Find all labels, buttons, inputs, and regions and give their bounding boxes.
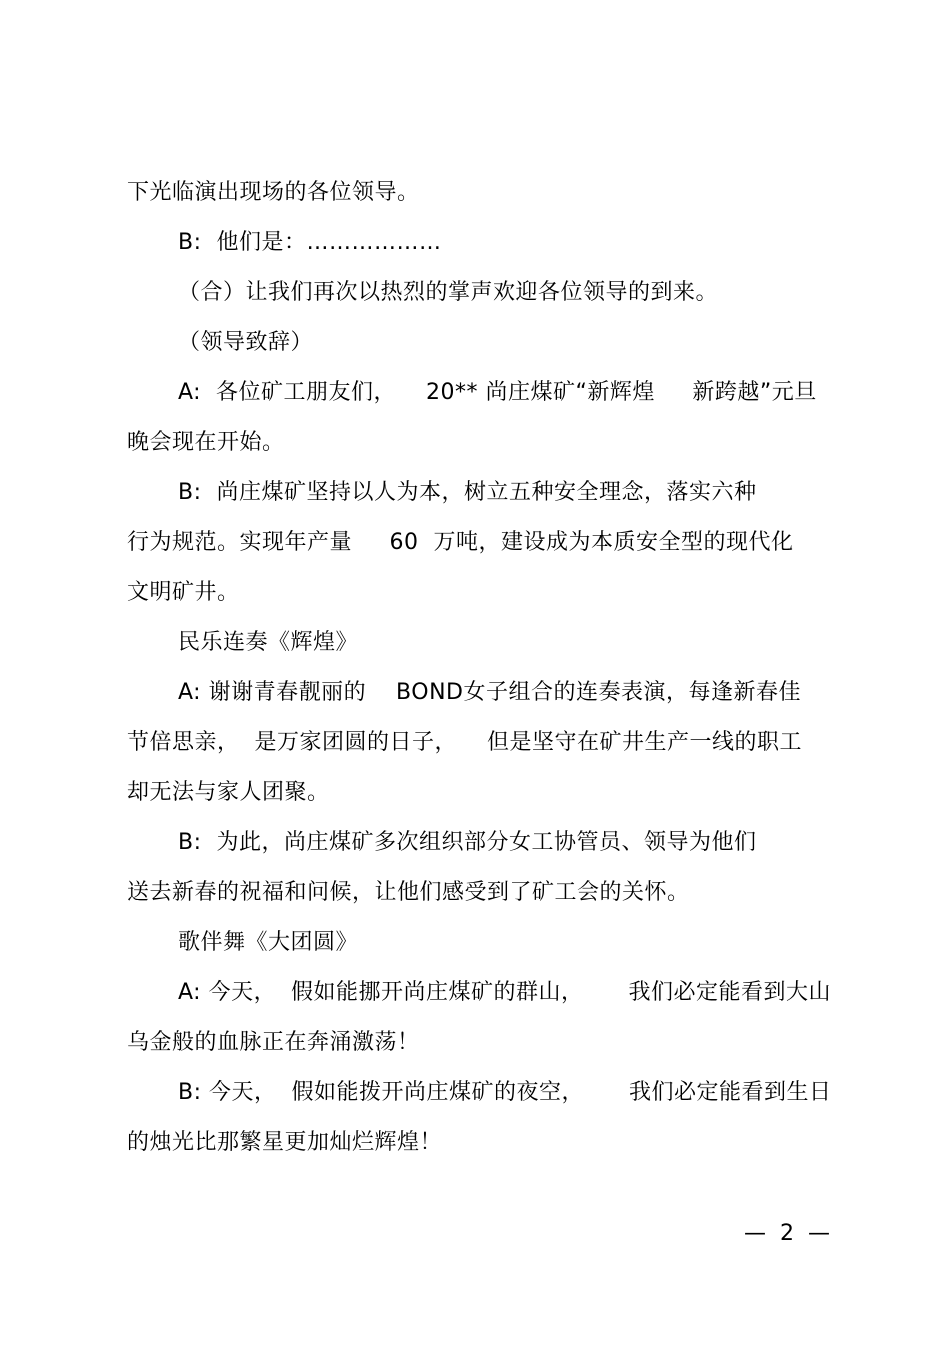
- text-line: A: 各位矿工朋友们， 20** 尚庄煤矿“新辉煌 新跨越”元旦: [178, 380, 817, 405]
- text-line: 文明矿井。: [127, 580, 240, 605]
- text-line: 下光临演出现场的各位领导。: [127, 180, 420, 205]
- text-line: B: 尚庄煤矿坚持以人为本，树立五种安全理念，落实六种: [178, 480, 757, 505]
- text-line: B: 今天， 假如能拨开尚庄煤矿的夜空， 我们必定能看到生日: [178, 1080, 832, 1105]
- text-line: A: 谢谢青春靓丽的 BOND女子组合的连奏表演，每逢新春佳: [178, 680, 801, 705]
- text-line: （合）让我们再次以热烈的掌声欢迎各位领导的到来。: [178, 280, 719, 305]
- text-line: 晚会现在开始。: [127, 430, 285, 455]
- page-number: — 2 —: [744, 1221, 830, 1246]
- text-line: A: 今天， 假如能挪开尚庄煤矿的群山， 我们必定能看到大山: [178, 980, 832, 1005]
- text-line: B: 他们是：………………: [178, 230, 442, 255]
- text-line: 行为规范。实现年产量 60 万吨，建设成为本质安全型的现代化: [127, 530, 794, 555]
- text-line: 送去新春的祝福和问候，让他们感受到了矿工会的关怀。: [127, 880, 690, 905]
- text-line: 却无法与家人团聚。: [127, 780, 330, 805]
- text-line: 民乐连奏《辉煌》: [178, 630, 359, 655]
- text-line: 歌伴舞《大团圆》: [178, 930, 359, 955]
- text-line: （领导致辞）: [178, 330, 314, 355]
- text-line: 乌金般的血脉正在奔涌激荡！: [127, 1030, 420, 1055]
- text-line: 的烛光比那繁星更加灿烂辉煌！: [127, 1130, 443, 1155]
- text-line: 节倍思亲， 是万家团圆的日子， 但是坚守在矿井生产一线的职工: [127, 730, 802, 755]
- text-line: B: 为此，尚庄煤矿多次组织部分女工协管员、领导为他们: [178, 830, 757, 855]
